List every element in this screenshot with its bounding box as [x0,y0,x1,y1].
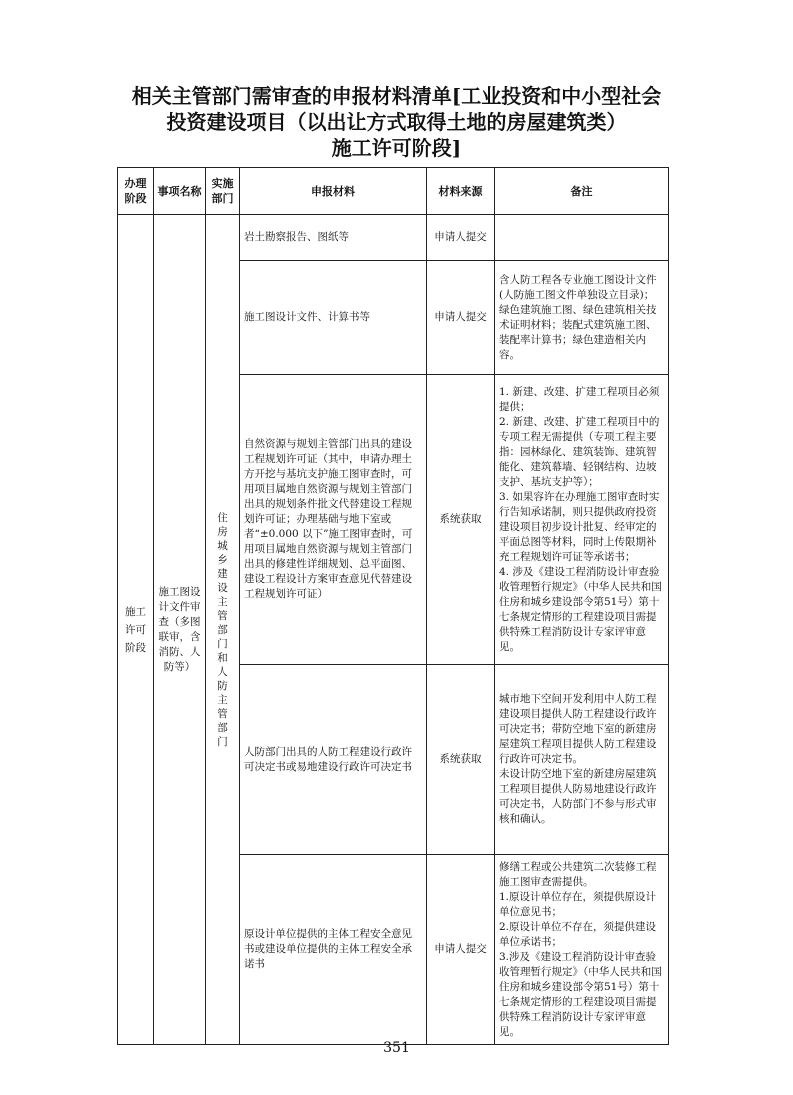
source-cell: 申请人提交 [427,215,495,261]
item-name-cell: 施工图设计文件审查（多图联审，含消防、人防等） [154,215,206,1045]
note-cell: 城市地下空间开发利用中人防工程建设项目提供人防工程建设行政许可决定书；带防空地下室的新建房屋建筑工程项目提供人防工程建设行政许可决定书。 未设计防空地下室的新建房屋建筑工程项目提供人防易地建设行政许可决定书，人防部门不参与形式审核和确认。 [495,665,669,855]
header-source: 材料来源 [427,168,495,215]
header-stage: 办理阶段 [118,168,154,215]
header-note: 备注 [495,168,669,215]
stage-cell: 施工许可阶段 [118,215,154,1045]
note-cell: 修缮工程或公共建筑二次装修工程施工图审查需提供。 1.原设计单位存在，须提供原设计单位意见书； 2.原设计单位不存在，须提供建设单位承诺书； 3.涉及《建设工程消防设计审查验收管理暂行规定》（中华人民共和国住房和城乡建设部令第51号）第十七条规定情形的工程建设项目需提供特殊工程消防设计专家评审意见。 [495,855,669,1045]
table-row [118,215,669,261]
material-cell: 人防部门出具的人防工程建设行政许可决定书或易地建设行政许可决定书 [240,665,427,855]
table-header-row [118,168,669,215]
material-cell: 自然资源与规划主管部门出具的建设工程规划许可证（其中，申请办理土方开挖与基坑支护施工图审查时，可用项目属地自然资源与规划主管部门出具的规划条件批文代替建设工程规划许可证；办理基础与地下室或者“±0.000 以下”施工图审查时，可用项目属地自然资源与规划主管部门出具的修建性详细规划、总平面图、建设工程设计方案审查意见代替建设工程规划许可证） [240,375,427,665]
header-department: 实施部门 [206,168,240,215]
material-cell: 原设计单位提供的主体工程安全意见书或建设单位提供的主体工程安全承诺书 [240,855,427,1045]
page-title-line-3: 施工许可阶段] [331,136,462,160]
page-title-line-2: 投资建设项目（以出让方式取得土地的房屋建筑类） [166,110,627,134]
note-cell: 含人防工程各专业施工图设计文件(人防施工图文件单独设立目录)；绿色建筑施工图、绿色建筑相关技术证明材料；装配式建筑施工图、装配率计算书；绿色建造相关内容。 [495,261,669,375]
note-cell: 1. 新建、改建、扩建工程项目必须提供； 2. 新建、改建、扩建工程项目中的专项工程无需提供（专项工程主要指：园林绿化、建筑装饰、建筑智能化、建筑幕墙、轻钢结构、边坡支护、基坑支护等）； 3. 如果容许在办理施工图审查时实行告知承诺制，则只提供政府投资建设项目初步设计批复、经审定的平面总图等材料，同时上传限期补充工程规划许可证等承诺书； 4. 涉及《建设工程消防设计审查验收管理暂行规定》（中华人民共和国住房和城乡建设部令第51号）第十七条规定情形的工程建设项目需提供特殊工程消防设计专家评审意见。 [495,375,669,665]
header-material: 申报材料 [240,168,427,215]
page-number: 351 [383,1040,410,1056]
materials-table [117,167,669,1045]
department-cell: 住房城乡建设主管部门和人防主管部门 [206,215,240,1045]
material-cell: 岩土勘察报告、图纸等 [240,215,427,261]
source-cell: 系统获取 [427,375,495,665]
source-cell: 系统获取 [427,665,495,855]
material-cell: 施工图设计文件、计算书等 [240,261,427,375]
page-title-line-1: 相关主管部门需审查的申报材料清单[工业投资和中小型社会 [131,84,662,108]
source-cell: 申请人提交 [427,855,495,1045]
source-cell: 申请人提交 [427,261,495,375]
note-cell [495,215,669,261]
header-item-name: 事项名称 [154,168,206,215]
